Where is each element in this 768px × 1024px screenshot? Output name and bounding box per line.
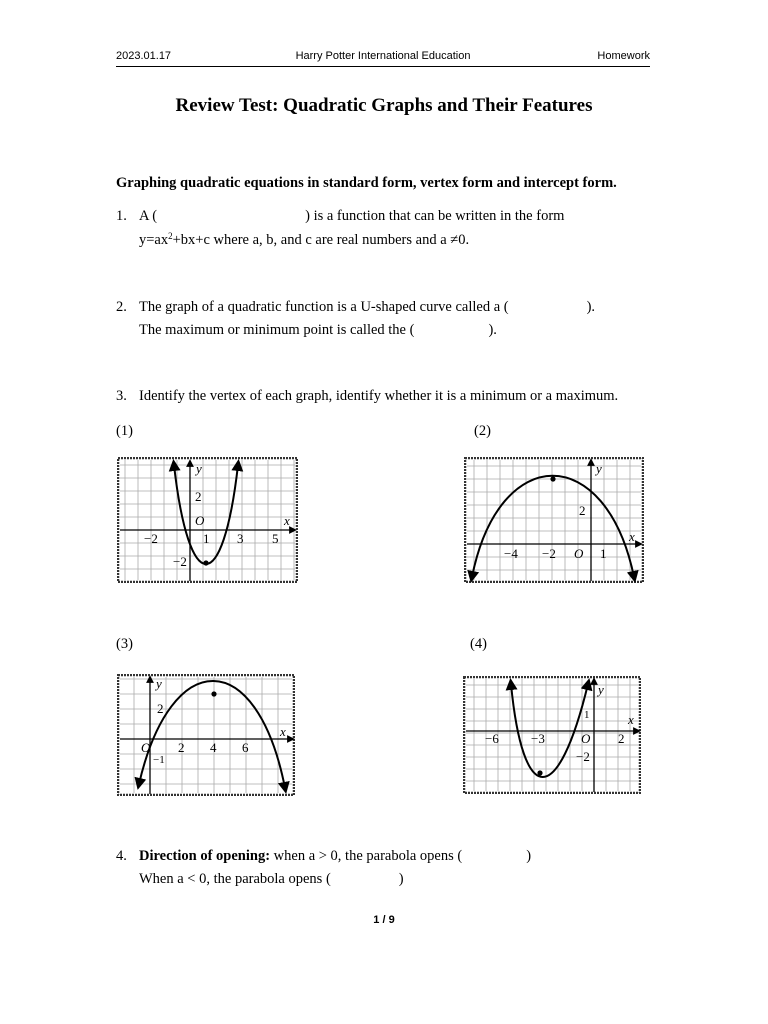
graph-4 — [463, 676, 641, 794]
exponent: 2 — [168, 231, 173, 241]
x-axis-label: x — [284, 513, 290, 528]
x-tick-label: −2 — [144, 531, 158, 546]
x-axis-label: x — [280, 724, 286, 739]
page-header — [116, 50, 650, 67]
graph-2 — [464, 457, 644, 583]
y-tick-label: −1 — [153, 754, 165, 766]
question-text: The graph of a quadratic function is a U-shaped curve called a ( — [139, 299, 509, 315]
x-tick-label: −4 — [504, 546, 518, 561]
header-document-type: Homework — [597, 50, 650, 62]
question-number: 1. — [116, 208, 127, 224]
question-number: 2. — [116, 299, 127, 315]
graph-label-1: (1) — [116, 423, 133, 439]
question-text: ) — [526, 848, 532, 864]
y-tick-label: −2 — [576, 749, 590, 764]
question-term: Direction of opening: — [139, 848, 271, 864]
vertex-point — [537, 770, 542, 775]
y-tick-label: 1 — [584, 709, 590, 721]
y-axis-label: y — [156, 676, 162, 691]
origin-label: O — [195, 513, 205, 528]
x-tick-label: 2 — [618, 731, 625, 746]
graph-label-4: (4) — [470, 636, 487, 652]
vertex-point — [203, 560, 208, 565]
x-axis-label: x — [629, 529, 635, 544]
question-text: ) — [398, 871, 404, 887]
header-date: 2023.01.17 — [116, 50, 172, 62]
graph-label-2: (2) — [474, 423, 491, 439]
vertex-point — [211, 691, 216, 696]
x-tick-label: 1 — [203, 531, 210, 546]
question-text: when a > 0, the parabola opens ( — [270, 848, 463, 864]
x-tick-label: 3 — [237, 531, 244, 546]
question-text: ) is a function that can be written in the form — [305, 208, 565, 224]
vertex-point — [550, 476, 555, 481]
question-text: ). — [488, 322, 497, 338]
x-tick-label: −3 — [531, 731, 545, 746]
y-axis-label: y — [596, 461, 602, 476]
graph-1 — [117, 457, 298, 583]
y-tick-label: 2 — [195, 489, 202, 504]
question-text: y=ax — [139, 232, 169, 248]
section-heading: Graphing quadratic equations in standard form, vertex form and intercept form. — [116, 175, 617, 191]
origin-label: O — [581, 731, 591, 746]
graph-label-3: (3) — [116, 636, 133, 652]
origin-label: O — [574, 546, 584, 561]
origin-label: O — [141, 740, 151, 755]
x-tick-label: −2 — [542, 546, 556, 561]
question-text: When a < 0, the parabola opens ( — [139, 871, 331, 887]
header-organization: Harry Potter International Education — [295, 50, 471, 62]
x-tick-label: 1 — [600, 546, 607, 561]
y-tick-label: 2 — [157, 701, 164, 716]
question-text: ). — [586, 299, 596, 315]
graph-3 — [117, 674, 295, 796]
x-tick-label: −6 — [485, 731, 499, 746]
question-text: The maximum or minimum point is called the ( — [139, 322, 415, 338]
y-axis-label: y — [196, 461, 202, 476]
page-title: Review Test: Quadratic Graphs and Their Features — [175, 95, 593, 116]
question-text: A ( — [139, 208, 158, 224]
x-tick-label: 2 — [178, 740, 185, 755]
x-axis-label: x — [628, 712, 634, 727]
question-number: 3. — [116, 388, 127, 404]
page-number: 1 / 9 — [373, 914, 395, 926]
question-text: Identify the vertex of each graph, identify whether it is a minimum or a maximum. — [139, 388, 619, 404]
y-tick-label: 2 — [579, 503, 586, 518]
question-number: 4. — [116, 848, 127, 864]
y-tick-label: −2 — [173, 554, 187, 569]
graph-frame — [118, 675, 294, 795]
x-tick-label: 5 — [272, 531, 279, 546]
question-text: +bx+c where a, b, and c are real numbers and a ≠0. — [172, 232, 470, 248]
x-tick-label: 6 — [242, 740, 249, 755]
y-axis-label: y — [598, 682, 604, 697]
x-tick-label: 4 — [210, 740, 217, 755]
